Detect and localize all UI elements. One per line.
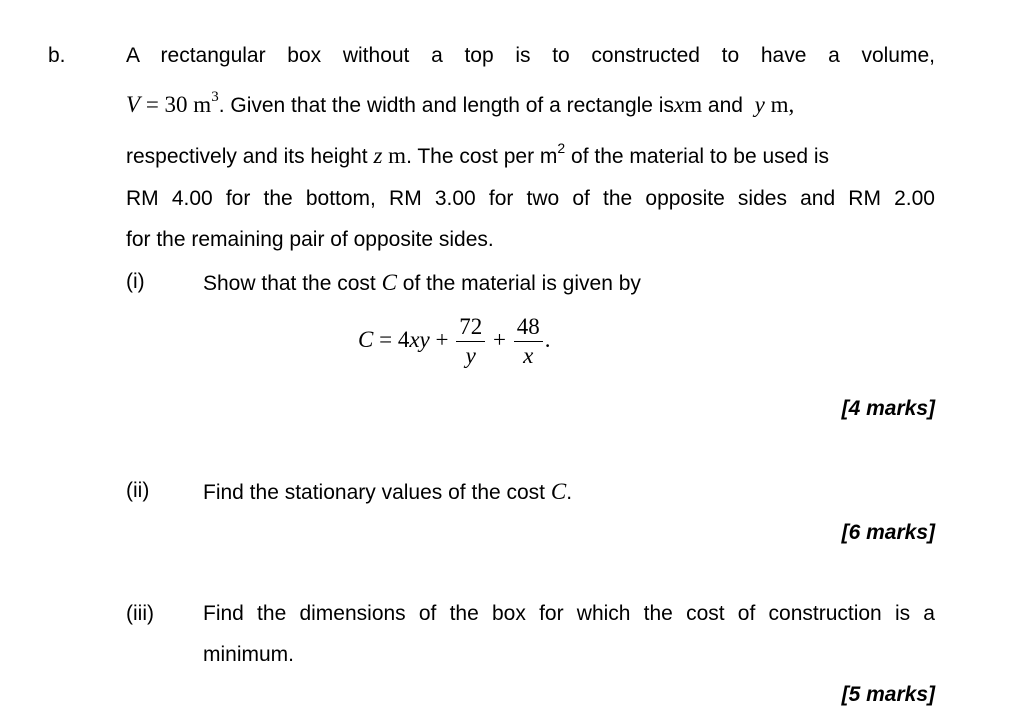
y-unit: m xyxy=(764,92,789,117)
part-ii-label: (ii) xyxy=(126,479,150,502)
x-unit: m xyxy=(684,92,703,117)
part-ii-text-pre: Find the stationary values of the cost xyxy=(203,481,551,504)
volume-value: = 30 m xyxy=(140,92,212,117)
fraction-2-numerator: 48 xyxy=(514,313,543,342)
intro-line-3-end: of the material to be used is xyxy=(565,145,830,168)
intro-line-2-end: , xyxy=(788,92,795,117)
part-iii-marks: [5 marks] xyxy=(841,683,935,706)
part-i-label: (i) xyxy=(126,270,145,293)
z-variable: z xyxy=(373,143,383,168)
formula-term-xy: xy xyxy=(409,326,430,352)
intro-line-3-mid: . The cost per m xyxy=(406,145,558,168)
part-i-text-pre: Show that the cost xyxy=(203,272,382,295)
area-exponent: 2 xyxy=(557,140,566,156)
x-variable: x xyxy=(673,92,685,117)
fraction-1-numerator: 72 xyxy=(456,313,485,342)
fraction-1-denominator: y xyxy=(465,343,476,368)
part-iii-line-2: minimum. xyxy=(203,643,295,666)
fraction-48-over-x xyxy=(514,313,543,370)
intro-line-2 xyxy=(126,89,795,118)
intro-line-5: for the remaining pair of opposite sides. xyxy=(126,228,494,251)
formula-eq: = 4 xyxy=(373,326,410,352)
part-i-marks: [4 marks] xyxy=(841,397,935,420)
formula-end: . xyxy=(544,326,551,352)
part-ii-marks: [6 marks] xyxy=(841,521,935,544)
part-ii-text-post: . xyxy=(566,481,573,504)
part-i-text xyxy=(203,270,641,296)
and-text: and xyxy=(702,94,749,117)
part-i-text-post: of the material is given by xyxy=(396,272,641,295)
formula-lhs: C xyxy=(358,326,374,352)
question-label: b. xyxy=(48,44,66,67)
part-iii-label: (iii) xyxy=(126,602,154,625)
fraction-72-over-y xyxy=(456,313,485,370)
z-unit: m xyxy=(382,143,407,168)
part-iii-line-1: Find the dimensions of the box for which the cost of construction is a xyxy=(203,602,935,625)
volume-variable: V xyxy=(126,92,141,117)
formula-plus-1: + xyxy=(429,326,455,352)
cost-formula xyxy=(358,313,550,370)
intro-line-3-pre: respectively and its height xyxy=(126,145,374,168)
fraction-2-denominator: x xyxy=(523,343,534,368)
intro-line-1: A rectangular box without a top is to constructed to have a volume, xyxy=(126,44,935,67)
volume-exponent: 3 xyxy=(211,89,219,105)
part-ii-text xyxy=(203,479,572,505)
intro-line-4: RM 4.00 for the bottom, RM 3.00 for two of the opposite sides and RM 2.00 xyxy=(126,187,935,210)
intro-line-2-text: . Given that the width and length of a rectangle is xyxy=(218,94,674,117)
formula-plus-2: + xyxy=(487,326,512,352)
cost-variable: C xyxy=(381,270,397,295)
y-variable: y xyxy=(754,92,765,117)
cost-variable-ii: C xyxy=(550,479,567,504)
intro-line-3 xyxy=(126,142,829,169)
